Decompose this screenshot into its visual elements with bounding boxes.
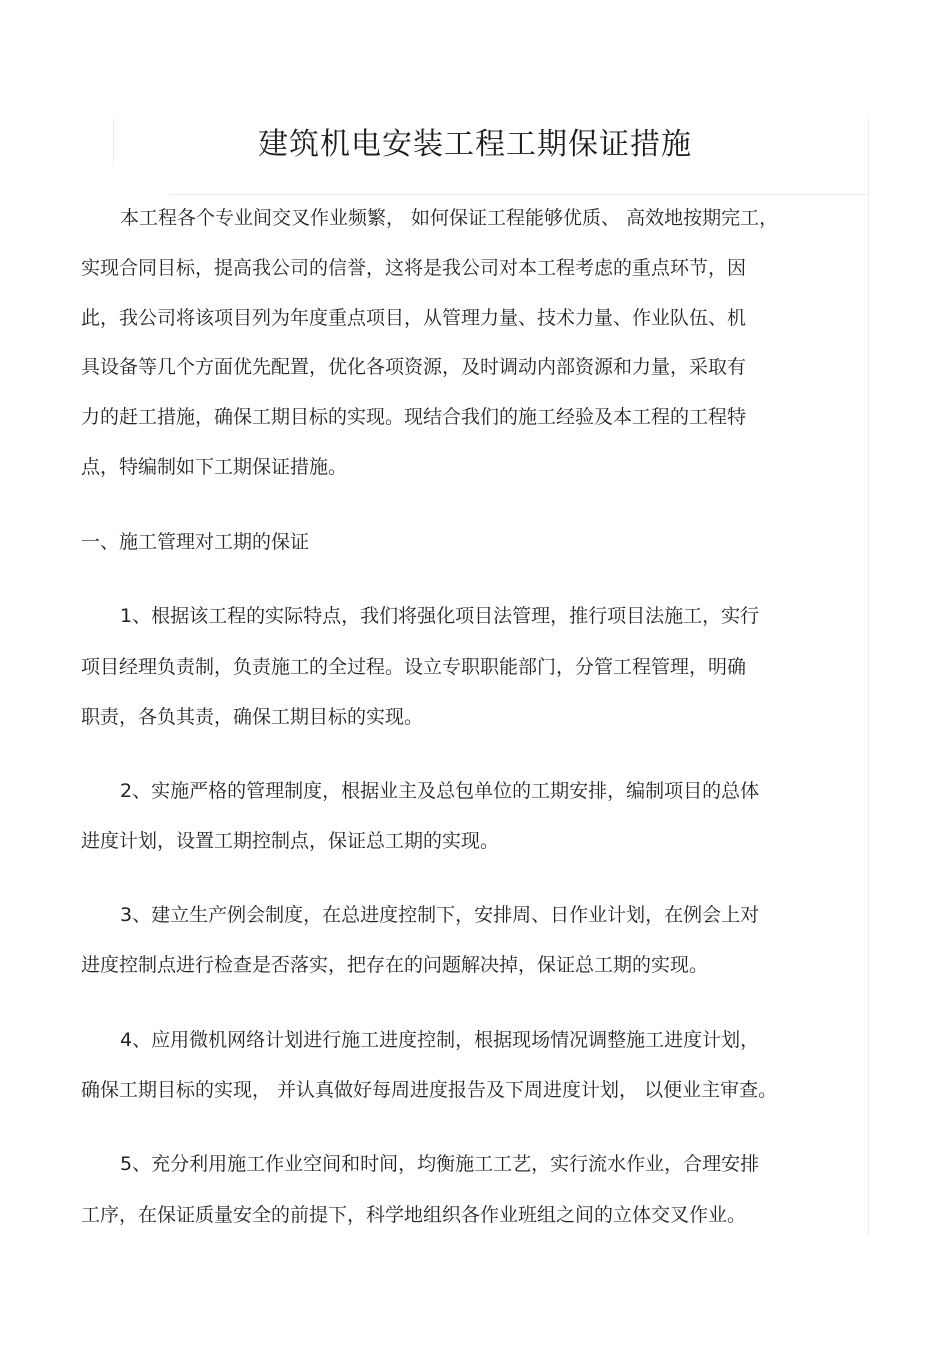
body-line: 实现合同目标，提高我公司的信誉，这将是我公司对本工程考虑的重点环节，因	[81, 257, 747, 279]
body-line: 项目经理负责制，负责施工的全过程。设立专职职能部门，分管工程管理，明确	[81, 656, 747, 678]
body-line: 3、建立生产例会制度，在总进度控制下，安排周、日作业计划，在例会上对	[120, 904, 760, 926]
document-title: 建筑机电安装工程工期保证措施	[258, 127, 692, 162]
body-line: 进度控制点进行检查是否落实，把存在的问题解决掉，保证总工期的实现。	[81, 954, 709, 976]
body-line: 力的赶工措施，确保工期目标的实现。现结合我们的施工经验及本工程的工程特	[81, 406, 747, 428]
body-line: 2、实施严格的管理制度，根据业主及总包单位的工期安排，编制项目的总体	[120, 780, 760, 802]
body-line: 职责，各负其责，确保工期目标的实现。	[81, 706, 424, 728]
frame-title-underline	[170, 194, 868, 195]
body-line: 具设备等几个方面优先配置，优化各项资源，及时调动内部资源和力量，采取有	[81, 356, 747, 378]
body-line: 确保工期目标的实现， 并认真做好每周进度报告及下周进度计划， 以便业主审查。	[81, 1079, 778, 1101]
section-heading: 一、施工管理对工期的保证	[81, 531, 310, 553]
frame-right-line	[868, 118, 869, 1236]
body-line: 5、充分利用施工作业空间和时间，均衡施工工艺，实行流水作业，合理安排	[120, 1153, 760, 1175]
body-line: 本工程各个专业间交叉作业频繁， 如何保证工程能够优质、 高效地按期完工，	[120, 207, 779, 229]
body-line: 此，我公司将该项目列为年度重点项目，从管理力量、技术力量、作业队伍、机	[81, 307, 747, 329]
body-line: 进度计划，设置工期控制点，保证总工期的实现。	[81, 830, 500, 852]
body-line: 点，特编制如下工期保证措施。	[81, 456, 348, 478]
body-line: 工序，在保证质量安全的前提下，科学地组织各作业班组之间的立体交叉作业。	[81, 1204, 747, 1226]
body-line: 4、应用微机网络计划进行施工进度控制，根据现场情况调整施工进度计划，	[120, 1029, 760, 1051]
body-line: 1、根据该工程的实际特点，我们将强化项目法管理，推行项目法施工，实行	[120, 605, 760, 627]
